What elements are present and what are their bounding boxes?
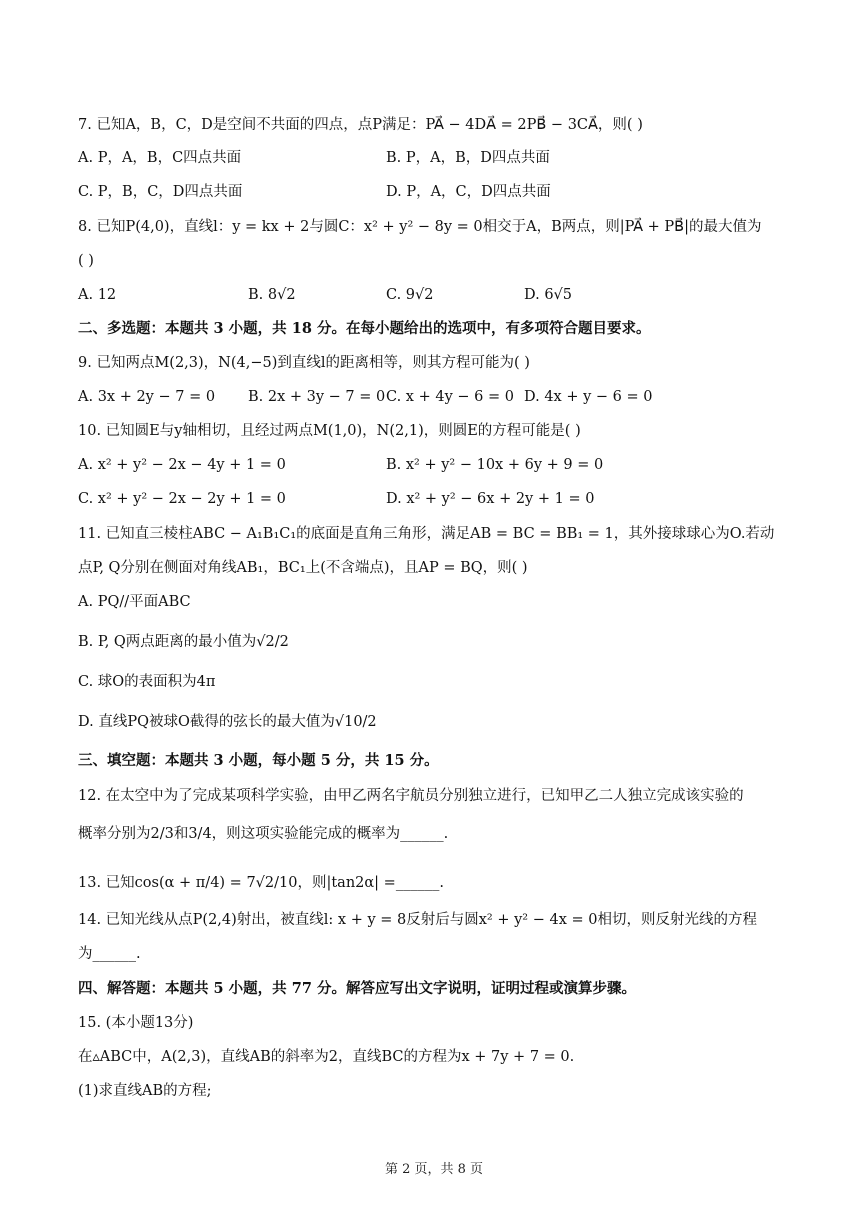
q7-option-a: A. P，A，B，C四点共面 — [78, 150, 242, 166]
q9-option-c: C. x + 4y − 6 = 0 — [386, 389, 514, 405]
q7-option-d: D. P，A，C，D四点共面 — [386, 184, 551, 200]
q9-option-b: B. 2x + 3y − 7 = 0 — [248, 389, 386, 405]
q8-option-a: A. 12 — [78, 287, 117, 303]
q10-stem: 10. 已知圆E与y轴相切，且经过两点M(1,0)，N(2,1)，则圆E的方程可能是( ) — [78, 423, 581, 439]
q10-option-a: A. x² + y² − 2x − 4y + 1 = 0 — [78, 457, 286, 473]
q12-line2: 概率分别为2/3和3/4，则这项实验能完成的概率为______. — [78, 826, 449, 842]
q10-option-d: D. x² + y² − 6x + 2y + 1 = 0 — [386, 491, 595, 507]
q8-stem-cont: ( ) — [78, 253, 94, 269]
q8-stem: 8. 已知P(4,0)，直线l：y = kx + 2与圆C：x² + y² − 8y = 0相交于A，B两点，则|PA⃗ + PB⃗|的最大值为 — [78, 219, 762, 235]
section-multi-choice-heading: 二、多选题：本题共 3 小题，共 18 分。在每小题给出的选项中，有多项符合题目要求。 — [78, 320, 651, 337]
q12-line1: 12. 在太空中为了完成某项科学实验，由甲乙两名宇航员分别独立进行，已知甲乙二人独立完成该实验的 — [78, 788, 744, 804]
q7-stem: 7. 已知A，B，C，D是空间不共面的四点，点P满足：PA⃗ − 4DA⃗ = 2PB⃗ − 3CA⃗，则( ) — [78, 117, 643, 133]
q15-title: 15. (本小题13分) — [78, 1015, 194, 1031]
section-fill-blank-heading: 三、填空题：本题共 3 小题，每小题 5 分，共 15 分。 — [78, 752, 439, 769]
page-footer: 第 2 页，共 8 页 — [384, 1162, 484, 1177]
q9-stem: 9. 已知两点M(2,3)，N(4,−5)到直线l的距离相等，则其方程可能为( ) — [78, 355, 530, 371]
q11-stem-cont: 点P, Q分别在侧面对角线AB₁，BC₁上(不含端点)，且AP = BQ，则( ) — [78, 560, 528, 576]
q7-option-b: B. P，A，B，D四点共面 — [386, 150, 550, 166]
q15-part1: (1)求直线AB的方程; — [78, 1083, 212, 1099]
q13-stem: 13. 已知cos(α + π/4) = 7√2/10，则|tan2α| =______. — [78, 875, 444, 891]
q7-option-c: C. P，B，C，D四点共面 — [78, 184, 243, 200]
q11-option-c: C. 球O的表面积为4π — [78, 674, 216, 690]
q8-option-b: B. 8√2 — [248, 287, 296, 303]
q10-option-c: C. x² + y² − 2x − 2y + 1 = 0 — [78, 491, 286, 507]
q9-option-d: D. 4x + y − 6 = 0 — [524, 389, 653, 405]
q10-option-b: B. x² + y² − 10x + 6y + 9 = 0 — [386, 457, 604, 473]
q8-option-d: D. 6√5 — [524, 287, 573, 303]
q14-line2: 为______. — [78, 946, 141, 962]
q11-option-d: D. 直线PQ被球O截得的弦长的最大值为√10/2 — [78, 714, 377, 730]
q11-stem: 11. 已知直三棱柱ABC − A₁B₁C₁的底面是直角三角形，满足AB = BC = BB₁ = 1，其外接球球心为O.若动 — [78, 526, 775, 542]
q11-option-b: B. P, Q两点距离的最小值为√2/2 — [78, 634, 289, 650]
q11-option-a: A. PQ//平面ABC — [78, 594, 191, 610]
section-solutions-heading: 四、解答题：本题共 5 小题，共 77 分。解答应写出文字说明，证明过程或演算步骤。 — [78, 980, 636, 997]
q9-option-a: A. 3x + 2y − 7 = 0 — [78, 389, 216, 405]
q15-stem: 在▵ABC中，A(2,3)，直线AB的斜率为2，直线BC的方程为x + 7y + 7 = 0. — [78, 1049, 575, 1065]
q8-option-c: C. 9√2 — [386, 287, 434, 303]
q14-line1: 14. 已知光线从点P(2,4)射出，被直线l: x + y = 8反射后与圆x² + y² − 4x = 0相切，则反射光线的方程 — [78, 912, 757, 928]
